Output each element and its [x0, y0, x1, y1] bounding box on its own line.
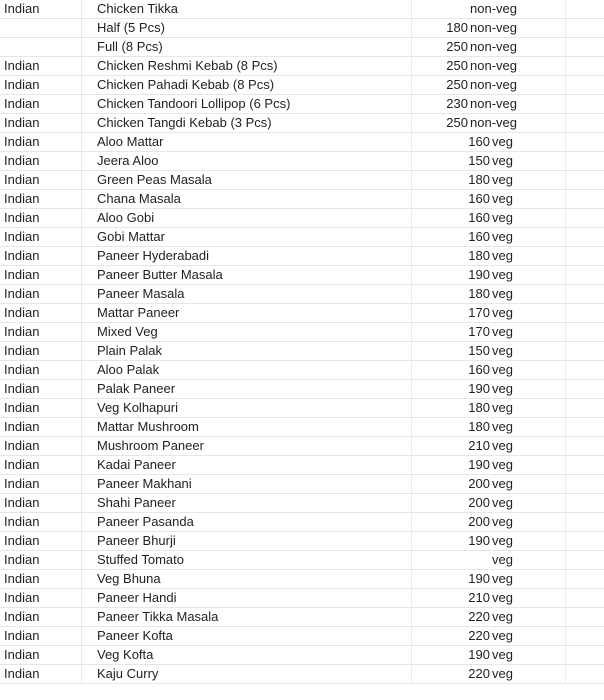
table-row [0, 475, 604, 494]
item-name-cell[interactable]: Half (5 Pcs) [82, 19, 412, 38]
cuisine-cell[interactable]: Indian [0, 190, 82, 209]
empty-cell[interactable] [566, 57, 604, 76]
empty-cell[interactable] [566, 532, 604, 551]
table-row [0, 133, 604, 152]
cuisine-cell[interactable]: Indian [0, 513, 82, 532]
empty-cell[interactable] [566, 494, 604, 513]
cuisine-cell[interactable]: Indian [0, 342, 82, 361]
table-row [0, 437, 604, 456]
empty-cell[interactable] [566, 19, 604, 38]
type-cell[interactable]: non-veg [468, 114, 566, 133]
price-cell[interactable]: 180 [468, 248, 490, 263]
item-name-cell[interactable]: Aloo Mattar [82, 133, 412, 152]
table-row [0, 95, 604, 114]
item-name-cell[interactable]: Veg Kolhapuri [82, 399, 412, 418]
item-name-cell[interactable]: Palak Paneer [82, 380, 412, 399]
item-name-cell[interactable]: Kaju Curry [82, 665, 412, 684]
empty-cell[interactable] [566, 589, 604, 608]
cuisine-cell[interactable]: Indian [0, 304, 82, 323]
table-row [0, 285, 604, 304]
item-name-cell[interactable]: Aloo Gobi [82, 209, 412, 228]
cuisine-cell[interactable]: Indian [0, 399, 82, 418]
cuisine-cell[interactable]: Indian [0, 266, 82, 285]
table-row [0, 38, 604, 57]
type-cell[interactable]: veg [490, 627, 566, 646]
empty-cell[interactable] [566, 456, 604, 475]
cuisine-cell[interactable]: Indian [0, 152, 82, 171]
table-row [0, 209, 604, 228]
cuisine-cell[interactable]: Indian [0, 133, 82, 152]
empty-cell[interactable] [566, 437, 604, 456]
type-cell[interactable]: veg [490, 266, 566, 285]
item-name-cell[interactable]: Mattar Mushroom [82, 418, 412, 437]
table-row [0, 342, 604, 361]
item-name-cell[interactable]: Kadai Paneer [82, 456, 412, 475]
price-cell[interactable]: 160 [468, 362, 490, 377]
type-cell[interactable]: veg [490, 589, 566, 608]
cuisine-cell[interactable]: Indian [0, 456, 82, 475]
item-name-cell[interactable]: Mattar Paneer [82, 304, 412, 323]
empty-cell[interactable] [566, 114, 604, 133]
item-name-cell[interactable]: Paneer Kofta [82, 627, 412, 646]
table-row [0, 380, 604, 399]
price-cell[interactable]: 210 [468, 438, 490, 453]
type-cell[interactable]: veg [490, 532, 566, 551]
cuisine-cell[interactable]: Indian [0, 0, 82, 19]
price-cell[interactable]: 220 [468, 628, 490, 643]
price-cell[interactable] [412, 0, 468, 19]
empty-cell[interactable] [566, 646, 604, 665]
type-cell[interactable]: veg [490, 665, 566, 684]
table-row [0, 171, 604, 190]
price-cell[interactable]: 200 [468, 476, 490, 491]
item-name-cell[interactable]: Chicken Reshmi Kebab (8 Pcs) [82, 57, 412, 76]
item-name-cell[interactable]: Paneer Butter Masala [82, 266, 412, 285]
type-cell[interactable]: veg [490, 285, 566, 304]
item-name-cell[interactable]: Full (8 Pcs) [82, 38, 412, 57]
price-cell[interactable]: 200 [468, 514, 490, 529]
item-name-cell[interactable]: Paneer Bhurji [82, 532, 412, 551]
type-cell[interactable]: veg [490, 171, 566, 190]
empty-cell[interactable] [566, 190, 604, 209]
type-cell[interactable]: veg [490, 133, 566, 152]
item-name-cell[interactable]: Chana Masala [82, 190, 412, 209]
price-cell[interactable]: 180 [468, 172, 490, 187]
table-row [0, 570, 604, 589]
type-cell[interactable]: veg [490, 608, 566, 627]
cuisine-cell[interactable] [0, 19, 82, 38]
item-name-cell[interactable]: Paneer Makhani [82, 475, 412, 494]
price-cell[interactable]: 210 [468, 590, 490, 605]
table-row [0, 608, 604, 627]
item-name-cell[interactable]: Chicken Pahadi Kebab (8 Pcs) [82, 76, 412, 95]
table-row [0, 513, 604, 532]
item-name-cell[interactable]: Green Peas Masala [82, 171, 412, 190]
cuisine-cell[interactable]: Indian [0, 380, 82, 399]
price-cell[interactable]: 170 [468, 305, 490, 320]
item-name-cell[interactable]: Paneer Tikka Masala [82, 608, 412, 627]
price-cell[interactable]: 160 [468, 134, 490, 149]
cuisine-cell[interactable]: Indian [0, 532, 82, 551]
table-row [0, 456, 604, 475]
item-name-cell[interactable]: Chicken Tangdi Kebab (3 Pcs) [82, 114, 412, 133]
price-cell[interactable]: 180 [446, 20, 468, 35]
empty-cell[interactable] [566, 627, 604, 646]
table-row [0, 190, 604, 209]
item-name-cell[interactable]: Veg Bhuna [82, 570, 412, 589]
empty-cell[interactable] [566, 0, 604, 19]
price-cell[interactable]: 220 [468, 609, 490, 624]
item-name-cell[interactable]: Stuffed Tomato [82, 551, 412, 570]
price-cell[interactable]: 250 [446, 39, 468, 54]
empty-cell[interactable] [566, 608, 604, 627]
type-cell[interactable]: non-veg [468, 19, 566, 38]
price-cell[interactable]: 180 [468, 286, 490, 301]
type-cell[interactable]: veg [490, 513, 566, 532]
table-row [0, 266, 604, 285]
cuisine-cell[interactable]: Indian [0, 361, 82, 380]
item-name-cell[interactable]: Jeera Aloo [82, 152, 412, 171]
empty-cell[interactable] [566, 475, 604, 494]
cuisine-cell[interactable]: Indian [0, 76, 82, 95]
cuisine-cell[interactable]: Indian [0, 247, 82, 266]
type-cell[interactable]: veg [490, 437, 566, 456]
type-cell[interactable]: veg [490, 456, 566, 475]
type-cell[interactable]: veg [490, 570, 566, 589]
type-cell[interactable]: veg [490, 323, 566, 342]
empty-cell[interactable] [566, 38, 604, 57]
cuisine-cell[interactable]: Indian [0, 627, 82, 646]
item-name-cell[interactable]: Chicken Tikka [82, 0, 412, 19]
cuisine-cell[interactable]: Indian [0, 228, 82, 247]
table-row [0, 19, 604, 38]
item-name-cell[interactable]: Plain Palak [82, 342, 412, 361]
type-cell[interactable]: non-veg [468, 95, 566, 114]
item-name-cell[interactable]: Paneer Hyderabadi [82, 247, 412, 266]
type-cell[interactable]: non-veg [468, 76, 566, 95]
item-name-cell[interactable]: Aloo Palak [82, 361, 412, 380]
price-cell[interactable]: 250 [446, 115, 468, 130]
cuisine-cell[interactable] [0, 38, 82, 57]
item-name-cell[interactable]: Veg Kofta [82, 646, 412, 665]
price-cell[interactable]: 150 [468, 343, 490, 358]
price-cell[interactable] [412, 551, 490, 570]
empty-cell[interactable] [566, 171, 604, 190]
table-row [0, 589, 604, 608]
item-name-cell[interactable]: Gobi Mattar [82, 228, 412, 247]
price-cell[interactable]: 160 [468, 210, 490, 225]
type-cell[interactable]: veg [490, 304, 566, 323]
type-cell[interactable]: veg [490, 399, 566, 418]
type-cell[interactable]: veg [490, 475, 566, 494]
cuisine-cell[interactable]: Indian [0, 494, 82, 513]
price-cell[interactable]: 190 [468, 267, 490, 282]
type-cell[interactable]: veg [490, 152, 566, 171]
table-row [0, 494, 604, 513]
empty-cell[interactable] [566, 323, 604, 342]
empty-cell[interactable] [566, 399, 604, 418]
cuisine-cell[interactable]: Indian [0, 551, 82, 570]
empty-cell[interactable] [566, 209, 604, 228]
table-row [0, 665, 604, 684]
cuisine-cell[interactable]: Indian [0, 475, 82, 494]
type-cell[interactable]: veg [490, 551, 566, 570]
empty-cell[interactable] [566, 418, 604, 437]
table-row [0, 152, 604, 171]
price-cell[interactable]: 200 [468, 495, 490, 510]
price-cell[interactable]: 170 [468, 324, 490, 339]
type-cell[interactable]: non-veg [468, 38, 566, 57]
item-name-cell[interactable]: Shahi Paneer [82, 494, 412, 513]
empty-cell[interactable] [566, 133, 604, 152]
cuisine-cell[interactable]: Indian [0, 95, 82, 114]
price-cell[interactable]: 250 [446, 77, 468, 92]
price-cell[interactable]: 160 [468, 229, 490, 244]
item-name-cell[interactable]: Paneer Masala [82, 285, 412, 304]
price-cell[interactable]: 250 [446, 58, 468, 73]
price-cell[interactable]: 190 [468, 647, 490, 662]
table-row [0, 551, 604, 570]
empty-cell[interactable] [566, 285, 604, 304]
type-cell[interactable]: veg [490, 190, 566, 209]
cuisine-cell[interactable]: Indian [0, 418, 82, 437]
type-cell[interactable]: non-veg [468, 57, 566, 76]
price-cell[interactable]: 190 [468, 571, 490, 586]
cuisine-cell[interactable]: Indian [0, 608, 82, 627]
cuisine-cell[interactable]: Indian [0, 209, 82, 228]
cuisine-cell[interactable]: Indian [0, 570, 82, 589]
table-row [0, 247, 604, 266]
empty-cell[interactable] [566, 228, 604, 247]
type-cell[interactable]: veg [490, 247, 566, 266]
cuisine-cell[interactable]: Indian [0, 323, 82, 342]
type-cell[interactable]: veg [490, 342, 566, 361]
cuisine-cell[interactable]: Indian [0, 589, 82, 608]
type-cell[interactable]: veg [490, 209, 566, 228]
empty-cell[interactable] [566, 551, 604, 570]
empty-cell[interactable] [566, 152, 604, 171]
type-cell[interactable]: veg [490, 646, 566, 665]
cuisine-cell[interactable]: Indian [0, 437, 82, 456]
cuisine-cell[interactable]: Indian [0, 285, 82, 304]
table-row [0, 418, 604, 437]
price-cell[interactable]: 230 [446, 96, 468, 111]
table-row [0, 228, 604, 247]
empty-cell[interactable] [566, 665, 604, 684]
item-name-cell[interactable]: Paneer Handi [82, 589, 412, 608]
table-row [0, 532, 604, 551]
type-cell[interactable]: veg [490, 380, 566, 399]
type-cell[interactable]: veg [490, 361, 566, 380]
table-row [0, 304, 604, 323]
item-name-cell[interactable]: Chicken Tandoori Lollipop (6 Pcs) [82, 95, 412, 114]
cuisine-cell[interactable]: Indian [0, 646, 82, 665]
table-row [0, 646, 604, 665]
type-cell[interactable]: non-veg [468, 0, 566, 19]
empty-cell[interactable] [566, 513, 604, 532]
price-cell[interactable]: 190 [468, 457, 490, 472]
table-row [0, 0, 604, 19]
table-row [0, 323, 604, 342]
item-name-cell[interactable]: Mushroom Paneer [82, 437, 412, 456]
table-row [0, 627, 604, 646]
price-cell[interactable]: 220 [468, 666, 490, 681]
price-cell[interactable]: 190 [468, 381, 490, 396]
table-row [0, 399, 604, 418]
empty-cell[interactable] [566, 247, 604, 266]
price-cell[interactable]: 160 [468, 191, 490, 206]
table-row [0, 76, 604, 95]
empty-cell[interactable] [566, 380, 604, 399]
type-cell[interactable]: veg [490, 494, 566, 513]
item-name-cell[interactable]: Mixed Veg [82, 323, 412, 342]
empty-cell[interactable] [566, 570, 604, 589]
price-cell[interactable]: 190 [468, 533, 490, 548]
cuisine-cell[interactable]: Indian [0, 665, 82, 684]
cuisine-cell[interactable]: Indian [0, 57, 82, 76]
price-cell[interactable]: 180 [468, 419, 490, 434]
empty-cell[interactable] [566, 304, 604, 323]
item-name-cell[interactable]: Paneer Pasanda [82, 513, 412, 532]
table-row [0, 57, 604, 76]
table-row [0, 361, 604, 380]
type-cell[interactable]: veg [490, 418, 566, 437]
price-cell[interactable]: 180 [468, 400, 490, 415]
cuisine-cell[interactable]: Indian [0, 114, 82, 133]
empty-cell[interactable] [566, 95, 604, 114]
empty-cell[interactable] [566, 266, 604, 285]
empty-cell[interactable] [566, 361, 604, 380]
type-cell[interactable]: veg [490, 228, 566, 247]
cuisine-cell[interactable]: Indian [0, 171, 82, 190]
price-cell[interactable]: 150 [468, 153, 490, 168]
table-row [0, 114, 604, 133]
empty-cell[interactable] [566, 76, 604, 95]
empty-cell[interactable] [566, 342, 604, 361]
